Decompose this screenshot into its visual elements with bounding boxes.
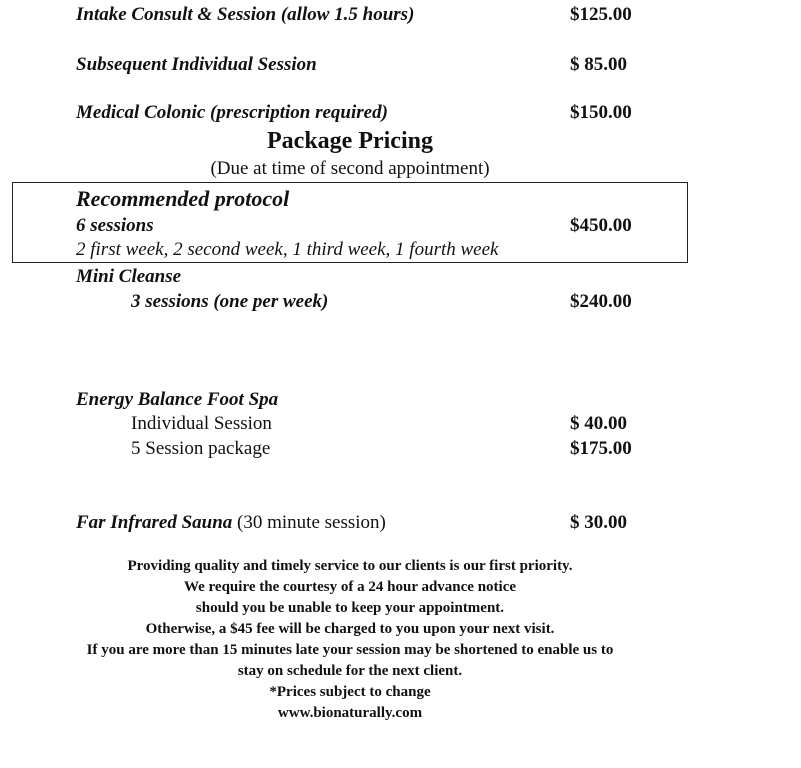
package-title: Package Pricing [267, 128, 433, 154]
notice-line: should you be unable to keep your appointment. [195, 600, 505, 616]
sauna-row [76, 512, 386, 534]
notice-line: *Prices subject to change [269, 684, 431, 700]
mini-cleanse-sessions-label: 3 sessions (one per week) [131, 291, 329, 312]
recommended-schedule: 2 first week, 2 second week, 1 third week, 1 fourth week [76, 239, 499, 260]
foot-spa-individual-label: Individual Session [131, 413, 272, 434]
notice-line: We require the courtesy of a 24 hour advance notice [183, 579, 517, 595]
package-subtitle: (Due at time of second appointment) [210, 158, 490, 179]
service-intake-price: $125.00 [570, 4, 632, 25]
sauna-name: Far Infrared Sauna [76, 512, 233, 533]
service-colonic-price: $150.00 [570, 102, 632, 123]
service-subsequent-price: $ 85.00 [570, 54, 627, 75]
policy-notice [0, 556, 700, 724]
recommended-price: $450.00 [570, 215, 632, 236]
sauna-price: $ 30.00 [570, 512, 627, 533]
foot-spa-package-label: 5 Session package [131, 438, 271, 459]
notice-line: If you are more than 15 minutes late your session may be shortened to enable us to [86, 642, 614, 658]
foot-spa-heading: Energy Balance Foot Spa [76, 389, 279, 410]
service-intake-label: Intake Consult & Session (allow 1.5 hours) [76, 4, 415, 25]
mini-cleanse-heading: Mini Cleanse [76, 266, 182, 287]
service-colonic-label: Medical Colonic (prescription required) [76, 102, 388, 123]
recommended-sessions-label: 6 sessions [76, 215, 154, 236]
sauna-detail: (30 minute session) [232, 512, 386, 533]
foot-spa-individual-price: $ 40.00 [570, 413, 627, 434]
notice-line: Providing quality and timely service to our clients is our first priority. [127, 558, 573, 574]
foot-spa-package-price: $175.00 [570, 438, 632, 459]
service-subsequent-label: Subsequent Individual Session [76, 54, 317, 75]
recommended-heading: Recommended protocol [76, 186, 290, 211]
mini-cleanse-price: $240.00 [570, 291, 632, 312]
notice-line: Otherwise, a $45 fee will be charged to you upon your next visit. [145, 621, 555, 637]
website-link[interactable]: www.bionaturally.com [277, 705, 423, 721]
notice-line: stay on schedule for the next client. [237, 663, 463, 679]
